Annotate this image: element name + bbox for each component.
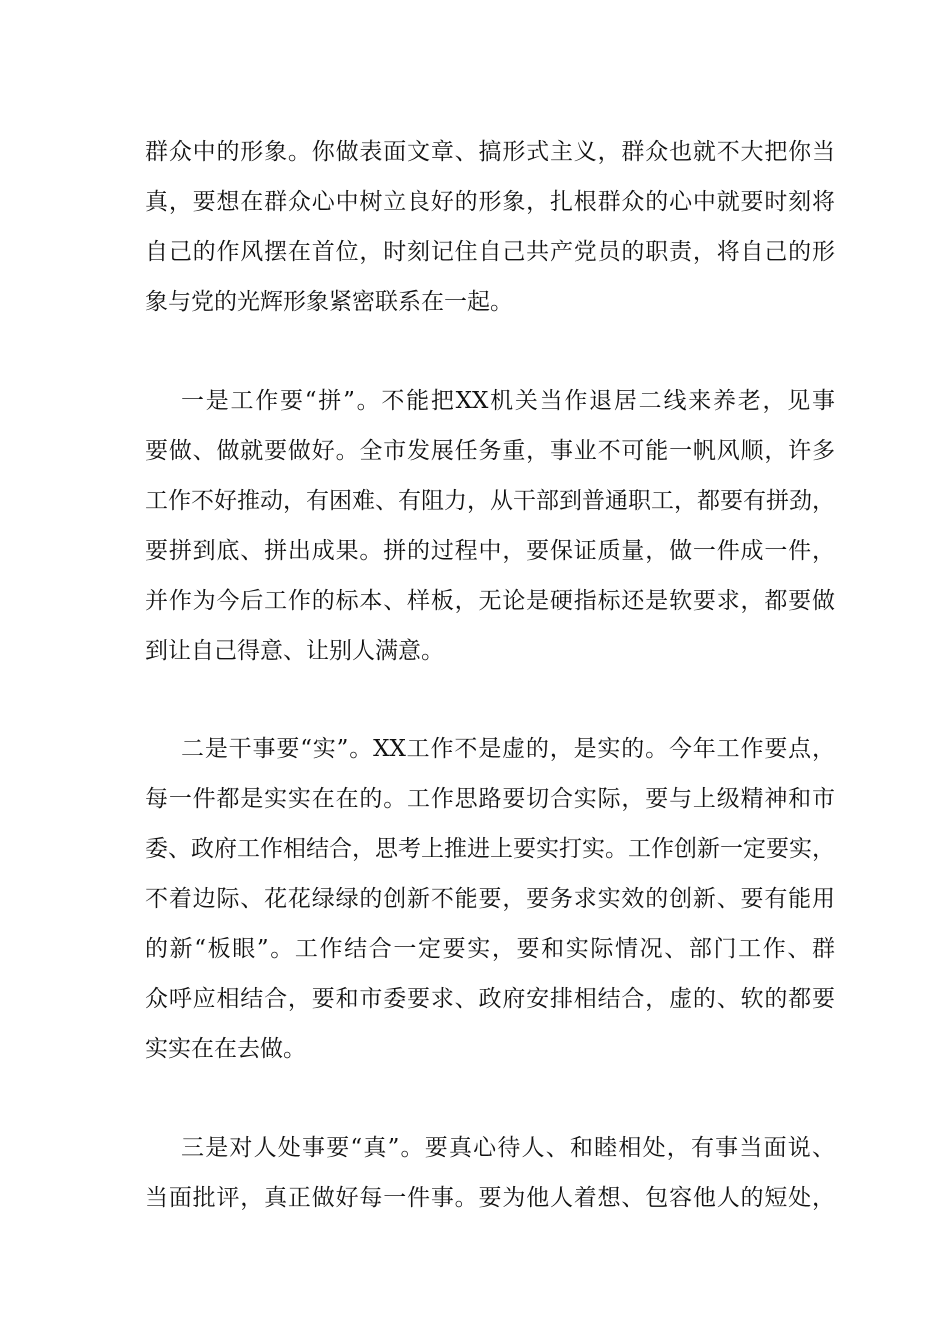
paragraph-line: 工作不好推动，有困难、有阻力，从干部到普通职工，都要有拼劲， [145,488,835,514]
paragraph-line: 并作为今后工作的标本、样板，无论是硬指标还是软要求，都要做 [145,588,835,614]
paragraph-line: 当面批评，真正做好每一件事。要为他人着想、包容他人的短处， [145,1185,835,1211]
paragraph-line: 要做、做就要做好。全市发展任务重，事业不可能一帆风顺，许多 [145,438,835,464]
paragraph-line: 自己的作风摆在首位，时刻记住自己共产党员的职责，将自己的形 [145,239,835,265]
paragraph-line: 象与党的光辉形象紧密联系在一起。 [145,289,513,315]
paragraph-line: 三是对人处事要“真”。要真心待人、和睦相处，有事当面说、 [181,1135,835,1161]
paragraph-3 [145,724,835,1074]
paragraph-line: 要拼到底、拼出成果。拼的过程中，要保证质量，做一件成一件， [145,538,835,564]
paragraph-line: 委、政府工作相结合，思考上推进上要实打实。工作创新一定要实， [145,836,835,862]
paragraph-4 [145,1123,835,1223]
paragraph-line: 实实在在去做。 [145,1036,306,1062]
paragraph-line: 不着边际、花花绿绿的创新不能要，要务求实效的创新、要有能用 [145,886,835,912]
paragraph-line: 到让自己得意、让别人满意。 [145,638,444,664]
paragraph-line: 群众中的形象。你做表面文章、搞形式主义，群众也就不大把你当 [145,139,835,165]
paragraph-2 [145,376,835,676]
paragraph-line: 真，要想在群众心中树立良好的形象，扎根群众的心中就要时刻将 [145,189,835,215]
paragraph-line: 二是干事要“实”。XX工作不是虚的，是实的。今年工作要点， [181,736,835,762]
paragraph-line: 每一件都是实实在在的。工作思路要切合实际，要与上级精神和市 [145,786,835,812]
paragraph-line: 的新“板眼”。工作结合一定要实，要和实际情况、部门工作、群 [145,936,835,962]
paragraph-1 [145,127,835,327]
paragraph-line: 一是工作要“拼”。不能把XX机关当作退居二线来养老，见事 [181,388,835,414]
paragraph-line: 众呼应相结合，要和市委要求、政府安排相结合，虚的、软的都要 [145,986,835,1012]
